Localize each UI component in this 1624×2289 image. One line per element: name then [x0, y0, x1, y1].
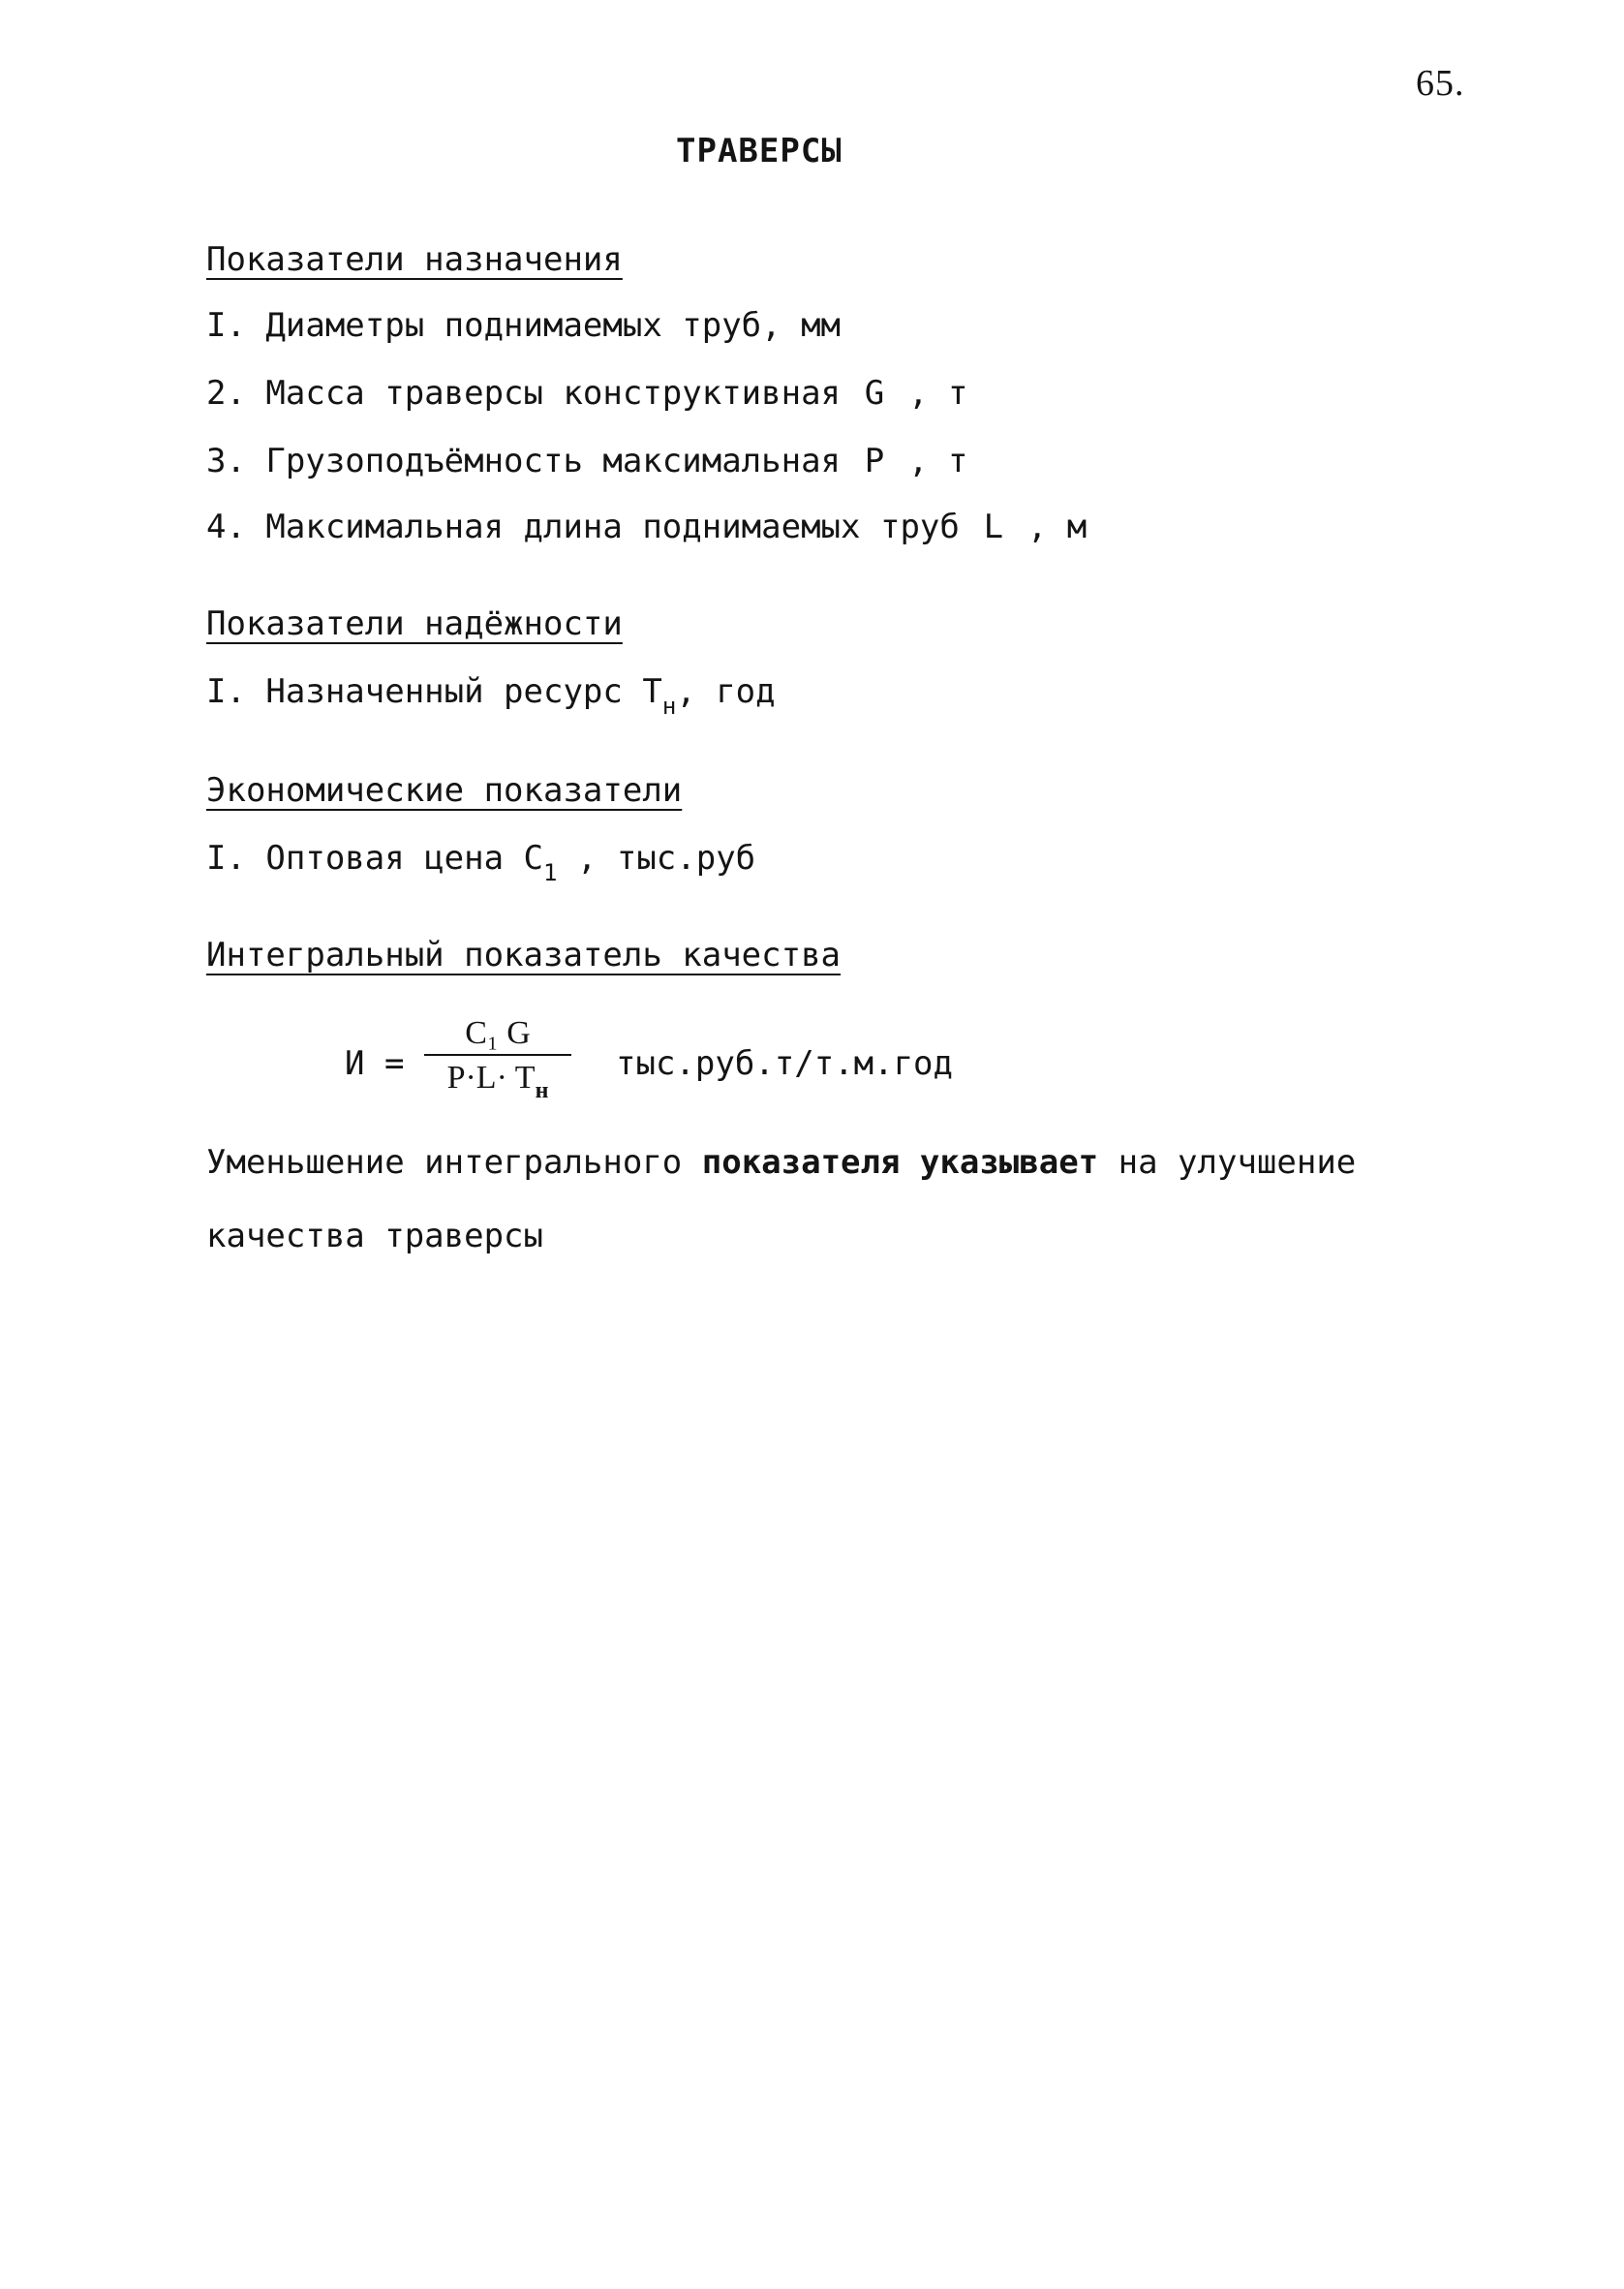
reliability-item-1-subscript: н — [661, 693, 677, 720]
purpose-item-4-unit: , м — [1026, 508, 1088, 546]
purpose-item-1-text: I. Диаметры поднимаемых труб, мм — [206, 306, 842, 345]
section-heading-purpose: Показатели назначения — [206, 240, 623, 279]
conclusion-line-1 — [206, 1143, 1356, 1182]
economic-item-1-unit: , тыс.руб — [557, 839, 756, 878]
page-number: 65. — [1416, 63, 1465, 104]
conclusion-line-1-b: показателя указывает — [701, 1143, 1099, 1182]
formula-units: тыс.руб.т/т.м.год — [616, 1044, 953, 1083]
purpose-item-1 — [206, 306, 841, 345]
economic-item-1 — [206, 839, 756, 886]
purpose-item-2-text: 2. Масса траверсы конструктивная — [206, 374, 842, 413]
formula-fraction — [424, 1015, 571, 1103]
formula-denominator-t: T — [514, 1060, 536, 1096]
purpose-item-4-symbol: L — [983, 508, 1004, 546]
purpose-item-3 — [206, 442, 967, 480]
purpose-item-4 — [206, 508, 1087, 546]
reliability-item-1 — [206, 672, 776, 720]
conclusion-line-1-c: на улучшение — [1098, 1143, 1357, 1182]
section-heading-economic: Экономические показатели — [206, 771, 683, 810]
purpose-item-2 — [206, 374, 967, 413]
section-heading-integral: Интегральный показатель качества — [206, 936, 842, 974]
purpose-item-2-symbol: G — [864, 374, 885, 413]
purpose-item-2-unit: , т — [908, 374, 968, 413]
economic-item-1-subscript: 1 — [543, 859, 558, 886]
conclusion-line-2: качества траверсы — [206, 1217, 543, 1255]
reliability-item-1-unit: , год — [676, 672, 776, 711]
reliability-item-1-text: I. Назначенный ресурс T — [206, 672, 662, 711]
formula-lhs: И = — [345, 1044, 405, 1083]
formula-denominator-text: P·L· — [446, 1060, 507, 1096]
formula-numerator: C₁ G — [424, 1015, 571, 1056]
purpose-item-3-unit: , т — [908, 442, 968, 480]
page-title: ТРАВЕРСЫ — [676, 132, 843, 170]
purpose-item-4-text: 4. Максимальная длина поднимаемых труб — [206, 508, 960, 546]
section-heading-reliability: Показатели надёжности — [206, 604, 623, 643]
formula-denominator — [424, 1056, 571, 1103]
purpose-item-3-symbol: P — [864, 442, 885, 480]
purpose-item-3-text: 3. Грузоподъёмность максимальная — [206, 442, 842, 480]
formula-denominator-subscript: н — [535, 1078, 549, 1103]
conclusion-line-1-a: Уменьшение интегрального — [206, 1143, 702, 1182]
economic-item-1-text: I. Оптовая цена C — [206, 839, 543, 878]
